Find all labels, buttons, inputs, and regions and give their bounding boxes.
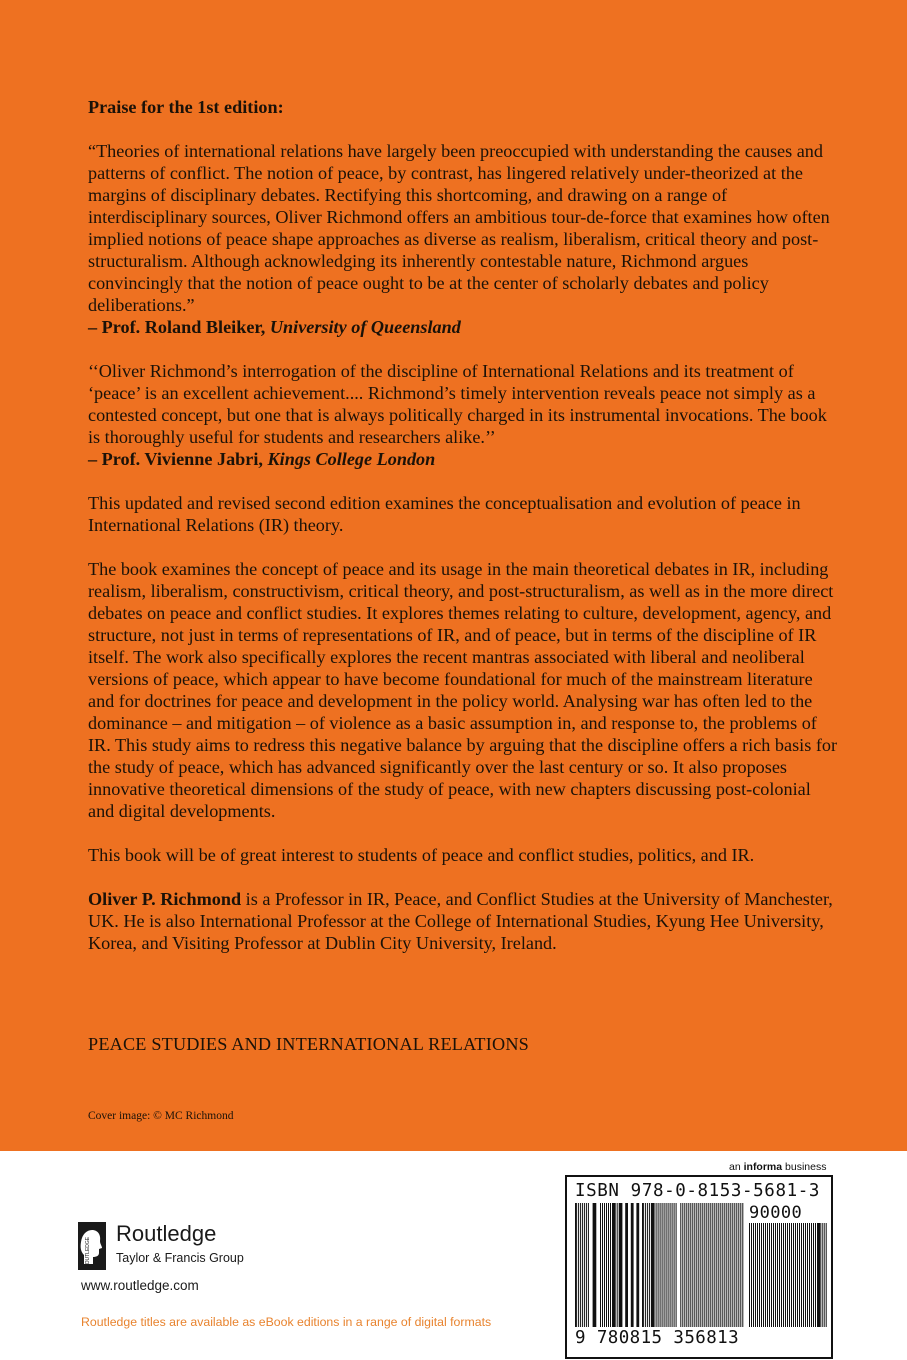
- barcode-bar: [759, 1223, 760, 1327]
- barcode-bar: [822, 1223, 823, 1327]
- quote-affiliation: University of Queensland: [269, 317, 461, 337]
- barcode-bar: [789, 1223, 790, 1327]
- barcode-bar: [791, 1223, 792, 1327]
- barcode-bar: [728, 1203, 729, 1327]
- routledge-head-icon: [78, 1222, 106, 1270]
- barcode-bar: [765, 1223, 766, 1327]
- barcode-bar: [767, 1223, 768, 1327]
- ean-barcode-bars: [575, 1203, 745, 1327]
- barcode-bar: [660, 1203, 661, 1327]
- barcode-bar: [608, 1203, 609, 1327]
- barcode-bar: [824, 1223, 825, 1327]
- barcode-bar: [692, 1203, 693, 1327]
- barcode-bar: [755, 1223, 756, 1327]
- barcode-bar: [649, 1203, 650, 1327]
- barcode-bar: [631, 1203, 634, 1327]
- cover-image-credit: Cover image: © MC Richmond: [88, 1110, 234, 1122]
- quote-jabri: ‘‘Oliver Richmond’s interrogation of the discipline of International Relations and its treatment of ‘peace’ is an excellent achievement.... Richmond’s timely intervention reveals peace not simply as a contested concept, but one that is always politically charged in its instrumental invocations. The book is thoroughly useful for students and researchers alike.’’: [88, 361, 827, 447]
- informa-brand: informa: [743, 1161, 783, 1173]
- barcode-bar: [769, 1223, 770, 1327]
- barcode-bar: [813, 1223, 814, 1327]
- barcode-bar: [690, 1203, 691, 1327]
- barcode-bar: [773, 1223, 774, 1327]
- barcode-bar: [771, 1223, 772, 1327]
- publisher-group: Taylor & Francis Group: [116, 1251, 244, 1265]
- barcode-bar: [815, 1223, 816, 1327]
- publisher-name: Routledge: [116, 1221, 217, 1246]
- barcode-bar: [662, 1203, 663, 1327]
- author-bio-text: is a Professor in IR, Peace, and Conflict Studies at the University of Manchester, UK. He is also International Professor at the College of International Studies, Kyung Hee University, Korea, and Visiting Professor at Dublin City University, Ireland.: [88, 889, 833, 953]
- barcode-bar: [602, 1203, 603, 1327]
- barcode-bar: [612, 1203, 616, 1327]
- barcode-bar: [664, 1203, 665, 1327]
- barcode-bar: [702, 1203, 703, 1327]
- barcode-bar: [593, 1203, 597, 1327]
- barcode-bar: [710, 1203, 711, 1327]
- barcode-bar: [668, 1203, 669, 1327]
- barcode-bar: [724, 1203, 725, 1327]
- barcode-bar: [734, 1203, 735, 1327]
- barcode-bar: [625, 1203, 628, 1327]
- barcode-bar: [722, 1203, 723, 1327]
- barcode-bar: [658, 1203, 659, 1327]
- barcode-bar: [793, 1223, 794, 1327]
- barcode-bar: [749, 1223, 750, 1327]
- description-paragraph: This updated and revised second edition examines the conceptualisation and evolution of peace in International Relations (IR) theory.: [88, 493, 801, 535]
- barcode-bar: [610, 1203, 611, 1327]
- barcode-bar: [606, 1203, 607, 1327]
- barcode-bar: [578, 1203, 579, 1327]
- barcode-bar: [656, 1203, 657, 1327]
- barcode-bar: [676, 1203, 677, 1327]
- addon-digits: 90000: [749, 1203, 803, 1223]
- quote-attribution: [88, 448, 840, 470]
- quote-attribution: [88, 316, 840, 338]
- barcode-bar: [785, 1223, 786, 1327]
- barcode-bar: [803, 1223, 804, 1327]
- description-paragraph: This book will be of great interest to students of peace and conflict studies, politics, and IR.: [88, 845, 755, 865]
- barcode-bar: [787, 1223, 788, 1327]
- quote-author: – Prof. Roland Bleiker,: [88, 317, 266, 337]
- barcode-bar: [718, 1203, 719, 1327]
- barcode-bar: [672, 1203, 673, 1327]
- barcode-bar: [696, 1203, 697, 1327]
- isbn-text: ISBN 978-0-8153-5681-3: [575, 1181, 820, 1201]
- barcode-bar: [720, 1203, 721, 1327]
- series-title: PEACE STUDIES AND INTERNATIONAL RELATIONS: [88, 1034, 529, 1054]
- barcode-bar: [801, 1223, 802, 1327]
- barcode-bar: [732, 1203, 733, 1327]
- isbn-barcode: [565, 1175, 833, 1359]
- barcode-bar: [763, 1223, 764, 1327]
- barcode-bar: [738, 1203, 739, 1327]
- barcode-bar: [779, 1223, 780, 1327]
- barcode-bar: [636, 1203, 639, 1327]
- barcode-bar: [781, 1223, 782, 1327]
- barcode-bar: [726, 1203, 727, 1327]
- informa-suffix: business: [782, 1161, 827, 1173]
- barcode-bar: [730, 1203, 731, 1327]
- barcode-bar: [582, 1203, 583, 1327]
- barcode-bar: [805, 1223, 806, 1327]
- barcode-bar: [682, 1203, 683, 1327]
- ebook-note: Routledge titles are available as eBook editions in a range of digital formats: [81, 1315, 492, 1329]
- quote-affiliation: Kings College London: [267, 449, 436, 469]
- barcode-bar: [736, 1203, 737, 1327]
- barcode-bar: [708, 1203, 709, 1327]
- barcode-bar: [586, 1203, 587, 1327]
- barcode-bar: [809, 1223, 810, 1327]
- barcode-bar: [617, 1203, 618, 1327]
- barcode-bar: [751, 1223, 752, 1327]
- back-cover-text: [88, 96, 840, 954]
- barcode-bar: [817, 1223, 821, 1327]
- barcode-bar: [642, 1203, 644, 1327]
- barcode-bar: [742, 1203, 743, 1327]
- barcode-bar: [807, 1223, 808, 1327]
- barcode-bar: [811, 1223, 812, 1327]
- barcode-bar: [775, 1223, 776, 1327]
- barcode-bar: [698, 1203, 699, 1327]
- informa-prefix: an: [729, 1161, 744, 1173]
- description-paragraph: The book examines the concept of peace and its usage in the main theoretical debates in IR, including realism, liberalism, constructivism, critical theory, and post-structuralism, as well as in the more direct debates on peace and conflict studies. It explores themes relating to culture, development, agency, and structure, not just in terms of representations of IR, and of peace, but in terms of the discipline of IR itself. The work also specifically explores the recent mantras associated with liberal and neoliberal versions of peace, which appear to have become foundational for much of the mainstream literature and for doctrines for peace and development in the policy world. Analysing war has often led to the dominance – and mitigation – of violence as a basic assumption in, and response to, the problems of IR. This study aims to redress this negative balance by arguing that the discipline offers a rich basis for the study of peace, which has advanced significantly over the last century or so. It also proposes innovative theoretical dimensions of the study of peace, with new chapters discussing post-colonial and digital developments.: [88, 559, 838, 821]
- barcode-bar: [783, 1223, 784, 1327]
- praise-heading: Praise for the 1st edition:: [88, 97, 284, 117]
- publisher-logo: [78, 1218, 278, 1274]
- barcode-bar: [651, 1203, 655, 1327]
- barcode-bar: [684, 1203, 685, 1327]
- barcode-bar: [674, 1203, 675, 1327]
- quote-bleiker: “Theories of international relations have largely been preoccupied with understanding the causes and patterns of conflict. The notion of peace, by contrast, has lingered relatively under-theorized at the margins of disciplinary debates. Rectifying this shortcoming, and drawing on a range of interdisciplinary sources, Oliver Richmond offers an ambitious tour-de-force that examines how often implied notions of peace shape approaches as diverse as realism, liberalism, critical theory and post-structuralism. Although acknowledging its inherently contestable nature, Richmond argues convincingly that the notion of peace ought to be at the center of scholarly debates and policy deliberations.”: [88, 141, 830, 315]
- barcode-bar: [588, 1203, 589, 1327]
- informa-tagline: [729, 1161, 826, 1173]
- barcode-bar: [604, 1203, 605, 1327]
- barcode-bar: [704, 1203, 705, 1327]
- barcode-bar: [797, 1223, 798, 1327]
- barcode-bar: [600, 1203, 601, 1327]
- barcode-bar: [584, 1203, 585, 1327]
- barcode-bar: [575, 1203, 577, 1327]
- barcode-bar: [753, 1223, 754, 1327]
- author-bio: [88, 888, 840, 954]
- author-name: Oliver P. Richmond: [88, 889, 242, 909]
- addon-barcode-bars: [749, 1223, 827, 1327]
- barcode-bar: [826, 1223, 827, 1327]
- ean-digits: 9 780815 356813: [575, 1328, 740, 1348]
- barcode-bar: [686, 1203, 687, 1327]
- barcode-bar: [712, 1203, 713, 1327]
- barcode-bar: [619, 1203, 623, 1327]
- barcode-bar: [714, 1203, 715, 1327]
- barcode-bar: [688, 1203, 689, 1327]
- barcode-bar: [740, 1203, 741, 1327]
- barcode-bar: [666, 1203, 667, 1327]
- barcode-bar: [706, 1203, 707, 1327]
- barcode-bar: [580, 1203, 581, 1327]
- barcode-bar: [799, 1223, 800, 1327]
- barcode-bar: [761, 1223, 762, 1327]
- barcode-bar: [645, 1203, 646, 1327]
- barcode-bar: [700, 1203, 701, 1327]
- barcode-bar: [680, 1203, 681, 1327]
- barcode-bar: [670, 1203, 671, 1327]
- barcode-bar: [795, 1223, 796, 1327]
- barcode-bar: [716, 1203, 717, 1327]
- publisher-website: www.routledge.com: [81, 1278, 199, 1293]
- quote-author: – Prof. Vivienne Jabri,: [88, 449, 263, 469]
- barcode-bar: [647, 1203, 648, 1327]
- routledge-logo-text: ROUTLEDGE: [85, 1236, 91, 1268]
- barcode-bar: [777, 1223, 778, 1327]
- barcode-bar: [694, 1203, 695, 1327]
- barcode-bar: [757, 1223, 758, 1327]
